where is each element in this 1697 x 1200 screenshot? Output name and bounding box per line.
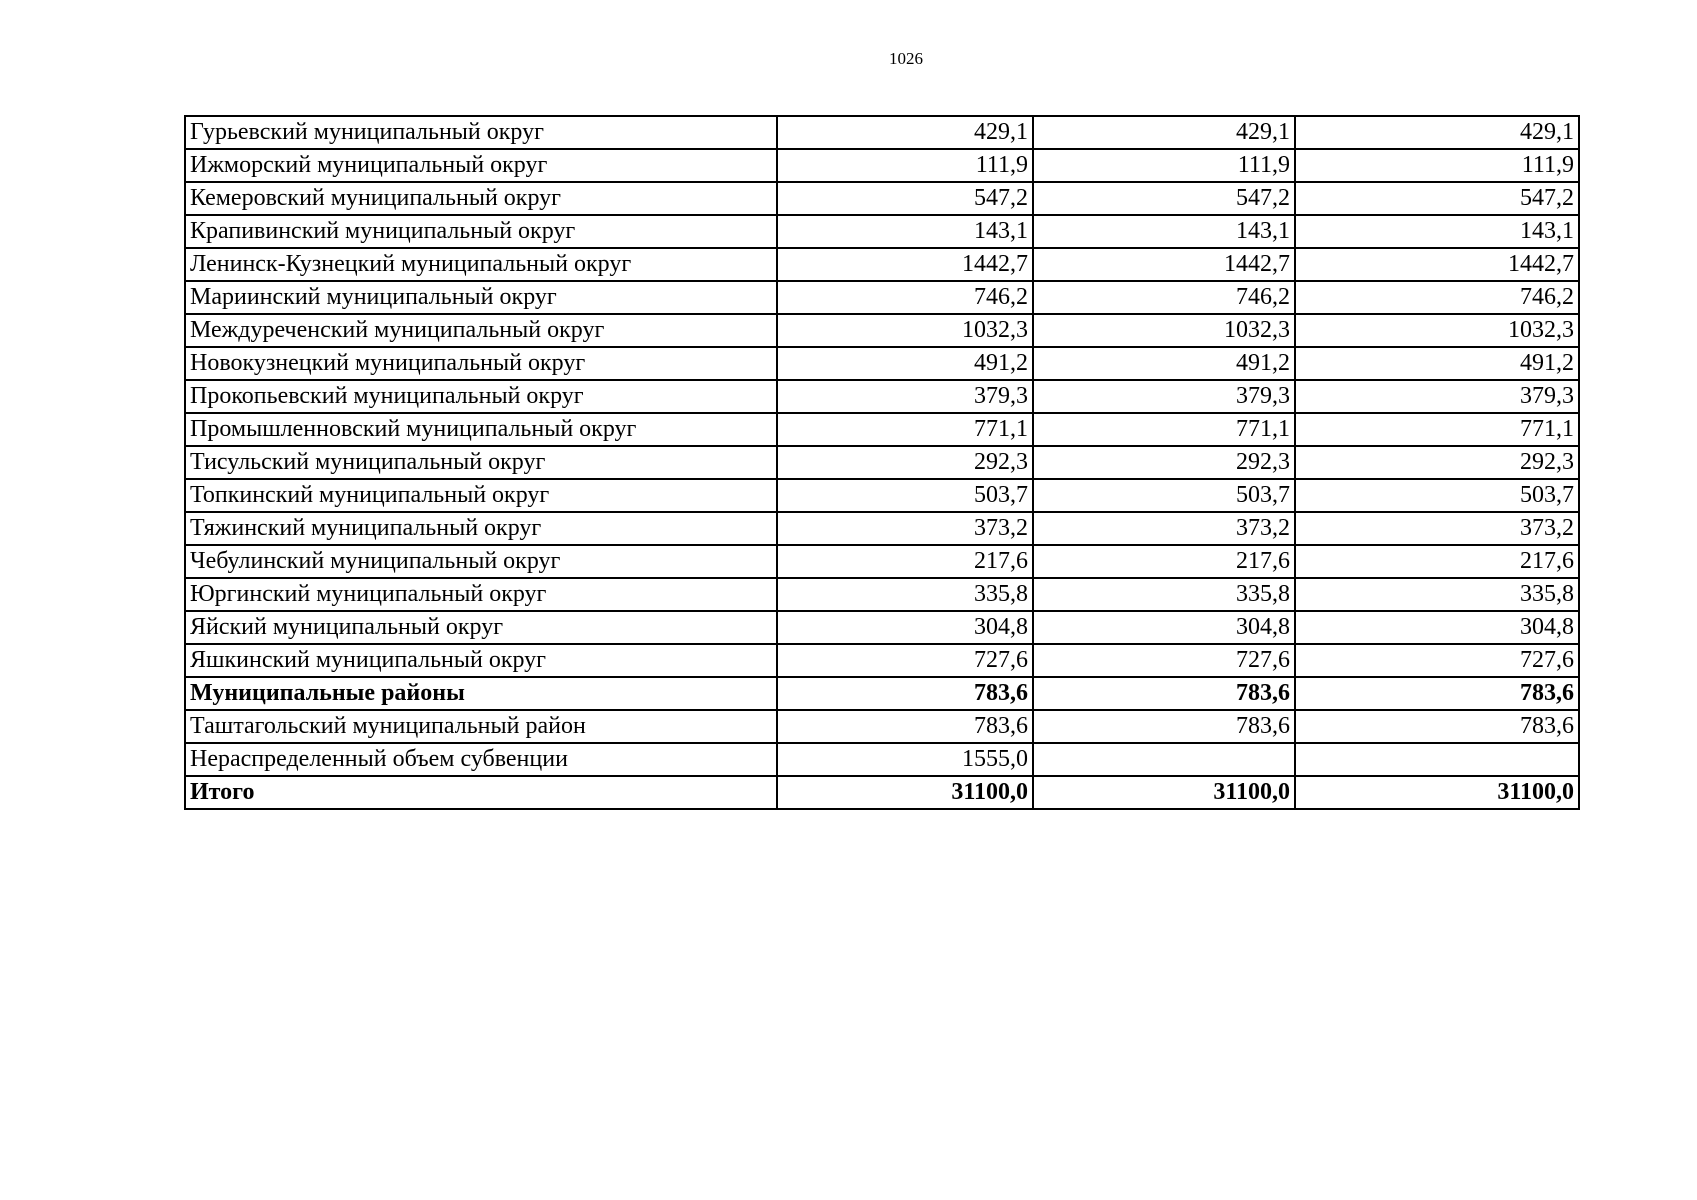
- value-cell-1: 746,2: [777, 281, 1033, 314]
- row-name-cell: Муниципальные районы: [185, 677, 777, 710]
- row-name-cell: Тяжинский муниципальный округ: [185, 512, 777, 545]
- table-row: [185, 611, 1579, 644]
- value-cell-3: 1442,7: [1295, 248, 1579, 281]
- value-cell-2: 31100,0: [1033, 776, 1295, 809]
- value-cell-3: [1295, 743, 1579, 776]
- row-name-cell: Промышленновский муниципальный округ: [185, 413, 777, 446]
- table-row: [185, 347, 1579, 380]
- subvention-table: [184, 115, 1580, 810]
- row-name-cell: Мариинский муниципальный округ: [185, 281, 777, 314]
- value-cell-1: 143,1: [777, 215, 1033, 248]
- value-cell-1: 1555,0: [777, 743, 1033, 776]
- page-number: 1026: [889, 49, 923, 68]
- value-cell-3: 783,6: [1295, 677, 1579, 710]
- value-cell-1: 379,3: [777, 380, 1033, 413]
- value-cell-1: 491,2: [777, 347, 1033, 380]
- value-cell-1: 783,6: [777, 710, 1033, 743]
- value-cell-2: 783,6: [1033, 710, 1295, 743]
- value-cell-3: 373,2: [1295, 512, 1579, 545]
- value-cell-3: 217,6: [1295, 545, 1579, 578]
- value-cell-3: 727,6: [1295, 644, 1579, 677]
- value-cell-2: 783,6: [1033, 677, 1295, 710]
- row-name-cell: Чебулинский муниципальный округ: [185, 545, 777, 578]
- value-cell-2: 547,2: [1033, 182, 1295, 215]
- value-cell-1: 783,6: [777, 677, 1033, 710]
- value-cell-1: 304,8: [777, 611, 1033, 644]
- table-row: [185, 743, 1579, 776]
- value-cell-2: 491,2: [1033, 347, 1295, 380]
- value-cell-3: 1032,3: [1295, 314, 1579, 347]
- table-row: [185, 182, 1579, 215]
- value-cell-2: 143,1: [1033, 215, 1295, 248]
- row-name-cell: Яйский муниципальный округ: [185, 611, 777, 644]
- value-cell-3: 31100,0: [1295, 776, 1579, 809]
- value-cell-3: 111,9: [1295, 149, 1579, 182]
- table-row: [185, 710, 1579, 743]
- value-cell-1: 547,2: [777, 182, 1033, 215]
- table-row: [185, 512, 1579, 545]
- row-name-cell: Кемеровский муниципальный округ: [185, 182, 777, 215]
- value-cell-2: 1032,3: [1033, 314, 1295, 347]
- table-row: [185, 149, 1579, 182]
- value-cell-2: 746,2: [1033, 281, 1295, 314]
- value-cell-2: 771,1: [1033, 413, 1295, 446]
- row-name-cell: Междуреченский муниципальный округ: [185, 314, 777, 347]
- row-name-cell: Яшкинский муниципальный округ: [185, 644, 777, 677]
- value-cell-1: 1442,7: [777, 248, 1033, 281]
- table-body: [185, 116, 1579, 809]
- row-name-cell: Ленинск-Кузнецкий муниципальный округ: [185, 248, 777, 281]
- table-row: [185, 578, 1579, 611]
- table-row: [185, 479, 1579, 512]
- table-row: [185, 248, 1579, 281]
- row-name-cell: Топкинский муниципальный округ: [185, 479, 777, 512]
- value-cell-2: 373,2: [1033, 512, 1295, 545]
- value-cell-1: 771,1: [777, 413, 1033, 446]
- value-cell-2: 292,3: [1033, 446, 1295, 479]
- value-cell-2: 111,9: [1033, 149, 1295, 182]
- table-row: [185, 116, 1579, 149]
- value-cell-2: 379,3: [1033, 380, 1295, 413]
- value-cell-3: 379,3: [1295, 380, 1579, 413]
- value-cell-1: 503,7: [777, 479, 1033, 512]
- row-name-cell: Юргинский муниципальный округ: [185, 578, 777, 611]
- row-name-cell: Таштагольский муниципальный район: [185, 710, 777, 743]
- value-cell-1: 217,6: [777, 545, 1033, 578]
- value-cell-1: 111,9: [777, 149, 1033, 182]
- value-cell-2: [1033, 743, 1295, 776]
- value-cell-1: 373,2: [777, 512, 1033, 545]
- value-cell-3: 746,2: [1295, 281, 1579, 314]
- table-row: [185, 215, 1579, 248]
- row-name-cell: Гурьевский муниципальный округ: [185, 116, 777, 149]
- table-row: [185, 545, 1579, 578]
- table-row: [185, 413, 1579, 446]
- value-cell-1: 292,3: [777, 446, 1033, 479]
- value-cell-3: 304,8: [1295, 611, 1579, 644]
- value-cell-2: 1442,7: [1033, 248, 1295, 281]
- row-name-cell: Ижморский муниципальный округ: [185, 149, 777, 182]
- row-name-cell: Тисульский муниципальный округ: [185, 446, 777, 479]
- table-row: [185, 380, 1579, 413]
- table-row-subtotal: [185, 677, 1579, 710]
- value-cell-2: 217,6: [1033, 545, 1295, 578]
- value-cell-3: 335,8: [1295, 578, 1579, 611]
- value-cell-2: 335,8: [1033, 578, 1295, 611]
- value-cell-3: 143,1: [1295, 215, 1579, 248]
- table-row-subtotal: [185, 776, 1579, 809]
- row-name-cell: Новокузнецкий муниципальный округ: [185, 347, 777, 380]
- value-cell-2: 304,8: [1033, 611, 1295, 644]
- value-cell-3: 429,1: [1295, 116, 1579, 149]
- table-row: [185, 644, 1579, 677]
- value-cell-1: 1032,3: [777, 314, 1033, 347]
- value-cell-1: 335,8: [777, 578, 1033, 611]
- value-cell-2: 727,6: [1033, 644, 1295, 677]
- row-name-cell: Итого: [185, 776, 777, 809]
- value-cell-2: 503,7: [1033, 479, 1295, 512]
- value-cell-3: 491,2: [1295, 347, 1579, 380]
- value-cell-1: 429,1: [777, 116, 1033, 149]
- value-cell-1: 31100,0: [777, 776, 1033, 809]
- value-cell-3: 771,1: [1295, 413, 1579, 446]
- table-row: [185, 281, 1579, 314]
- row-name-cell: Нераспределенный объем субвенции: [185, 743, 777, 776]
- row-name-cell: Прокопьевский муниципальный округ: [185, 380, 777, 413]
- table-row: [185, 314, 1579, 347]
- value-cell-3: 783,6: [1295, 710, 1579, 743]
- value-cell-3: 503,7: [1295, 479, 1579, 512]
- value-cell-2: 429,1: [1033, 116, 1295, 149]
- value-cell-3: 547,2: [1295, 182, 1579, 215]
- value-cell-3: 292,3: [1295, 446, 1579, 479]
- table-row: [185, 446, 1579, 479]
- row-name-cell: Крапивинский муниципальный округ: [185, 215, 777, 248]
- value-cell-1: 727,6: [777, 644, 1033, 677]
